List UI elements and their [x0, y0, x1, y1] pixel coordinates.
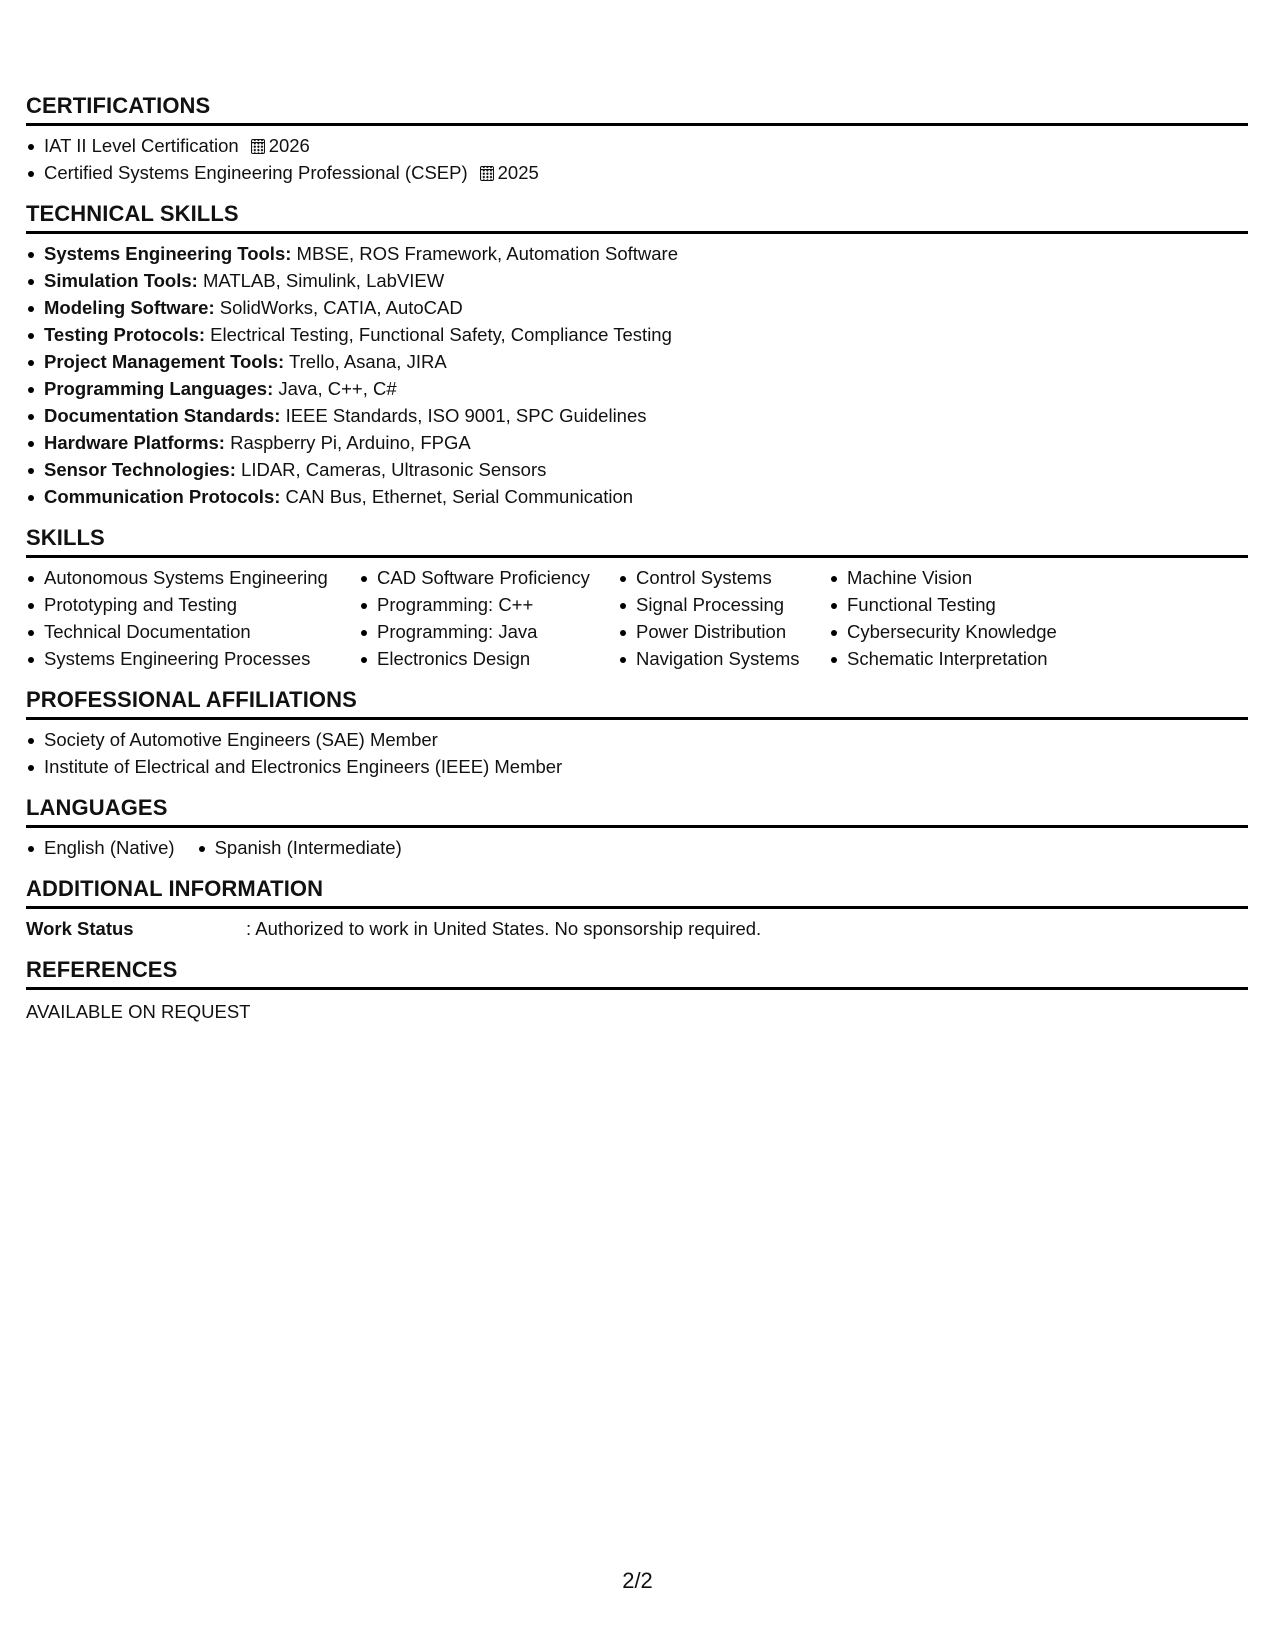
languages-section	[26, 794, 1248, 861]
list-item	[26, 321, 1248, 348]
skills-column	[618, 564, 829, 672]
skill-category-label: Project Management Tools:	[44, 351, 285, 372]
list-item: Society of Automotive Engineers (SAE) Member	[26, 726, 1248, 753]
list-item: Technical Documentation	[26, 618, 359, 645]
technical-skills-section	[26, 200, 1248, 510]
list-item: Power Distribution	[618, 618, 829, 645]
skill-category-label: Simulation Tools:	[44, 270, 198, 291]
calendar-icon	[480, 166, 494, 181]
certification-name: IAT II Level Certification	[44, 135, 239, 156]
list-item	[26, 294, 1248, 321]
list-item: Prototyping and Testing	[26, 591, 359, 618]
certification-year: 2025	[497, 162, 539, 183]
calendar-icon	[251, 139, 265, 154]
skill-category-value: MBSE, ROS Framework, Automation Software	[296, 243, 678, 264]
list-item	[26, 375, 1248, 402]
list-item: English (Native)	[26, 834, 175, 861]
skill-category-value: CAN Bus, Ethernet, Serial Communication	[285, 486, 634, 507]
references-text: AVAILABLE ON REQUEST	[26, 1001, 251, 1022]
list-item: Functional Testing	[829, 591, 1089, 618]
skills-column	[359, 564, 618, 672]
work-status-label: Work Status	[26, 918, 134, 939]
skill-category-value: SolidWorks, CATIA, AutoCAD	[219, 297, 463, 318]
list-item: Machine Vision	[829, 564, 1089, 591]
skill-category-label: Modeling Software:	[44, 297, 215, 318]
certification-name: Certified Systems Engineering Professional (CSEP)	[44, 162, 468, 183]
certifications-heading: CERTIFICATIONS	[26, 92, 1248, 126]
certifications-section	[26, 92, 1248, 186]
references-heading: REFERENCES	[26, 956, 1248, 990]
additional-info-section	[26, 875, 1248, 942]
list-item: Spanish (Intermediate)	[197, 834, 402, 861]
resume-page	[26, 92, 1248, 1039]
skills-heading: SKILLS	[26, 524, 1248, 558]
additional-info-heading: ADDITIONAL INFORMATION	[26, 875, 1248, 909]
list-item: Control Systems	[618, 564, 829, 591]
list-item: Programming: Java	[359, 618, 618, 645]
list-item: Autonomous Systems Engineering	[26, 564, 359, 591]
list-item	[26, 402, 1248, 429]
skill-category-label: Documentation Standards:	[44, 405, 281, 426]
skill-category-label: Hardware Platforms:	[44, 432, 225, 453]
list-item: CAD Software Proficiency	[359, 564, 618, 591]
list-item	[26, 483, 1248, 510]
list-item: Signal Processing	[618, 591, 829, 618]
affiliations-heading: PROFESSIONAL AFFILIATIONS	[26, 686, 1248, 720]
work-status-row	[26, 915, 1248, 942]
languages-heading: LANGUAGES	[26, 794, 1248, 828]
skill-category-label: Programming Languages:	[44, 378, 274, 399]
list-item: Programming: C++	[359, 591, 618, 618]
affiliations-list	[26, 726, 1248, 780]
skill-category-label: Communication Protocols:	[44, 486, 281, 507]
languages-list	[26, 834, 1248, 861]
skills-section	[26, 524, 1248, 672]
skill-category-value: MATLAB, Simulink, LabVIEW	[202, 270, 445, 291]
list-item: Navigation Systems	[618, 645, 829, 672]
page-number: 2/2	[622, 1568, 653, 1593]
list-item: Cybersecurity Knowledge	[829, 618, 1089, 645]
list-item	[26, 159, 1248, 186]
list-item	[26, 267, 1248, 294]
list-item	[26, 132, 1248, 159]
technical-skills-list	[26, 240, 1248, 510]
skill-category-value: Java, C++, C#	[278, 378, 397, 399]
list-item: Electronics Design	[359, 645, 618, 672]
skills-column	[829, 564, 1089, 672]
skill-category-value: IEEE Standards, ISO 9001, SPC Guidelines	[285, 405, 647, 426]
references-section	[26, 956, 1248, 1025]
skill-category-value: LIDAR, Cameras, Ultrasonic Sensors	[241, 459, 547, 480]
skill-category-value: Raspberry Pi, Arduino, FPGA	[230, 432, 471, 453]
skills-column	[26, 564, 359, 672]
list-item: Schematic Interpretation	[829, 645, 1089, 672]
list-item	[26, 456, 1248, 483]
skill-category-label: Systems Engineering Tools:	[44, 243, 292, 264]
list-item	[26, 429, 1248, 456]
list-item	[26, 348, 1248, 375]
certification-year: 2026	[268, 135, 310, 156]
skills-grid	[26, 564, 1248, 672]
work-status-value: : Authorized to work in United States. No sponsorship required.	[246, 918, 762, 939]
skill-category-label: Testing Protocols:	[44, 324, 206, 345]
skill-category-label: Sensor Technologies:	[44, 459, 236, 480]
certifications-list	[26, 132, 1248, 186]
list-item: Systems Engineering Processes	[26, 645, 359, 672]
affiliations-section	[26, 686, 1248, 780]
list-item: Institute of Electrical and Electronics Engineers (IEEE) Member	[26, 753, 1248, 780]
skill-category-value: Trello, Asana, JIRA	[289, 351, 447, 372]
technical-skills-heading: TECHNICAL SKILLS	[26, 200, 1248, 234]
skill-category-value: Electrical Testing, Functional Safety, Compliance Testing	[210, 324, 672, 345]
list-item	[26, 240, 1248, 267]
